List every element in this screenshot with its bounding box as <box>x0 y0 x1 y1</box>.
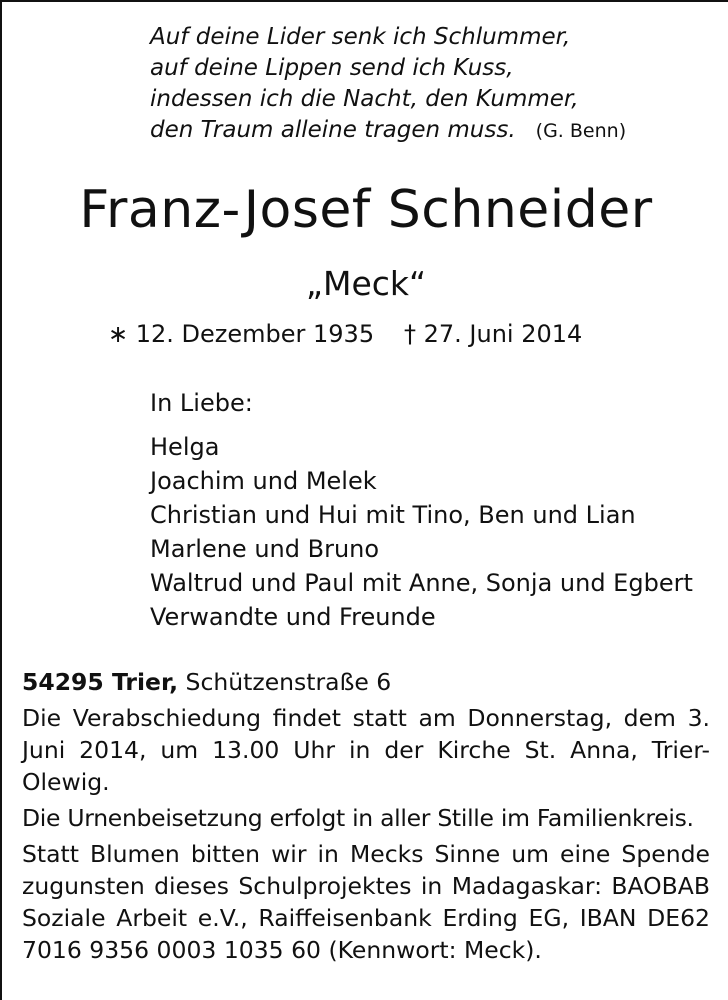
address-street: Schützenstraße 6 <box>185 668 392 696</box>
poem-line: indessen ich die Nacht, den Kummer, <box>150 86 579 112</box>
address-city: 54295 Trier, <box>22 668 179 696</box>
poem-line: auf deine Lippen send ich Kuss, <box>150 55 514 81</box>
poem-line: Auf deine Lider senk ich Schlummer, <box>150 24 571 50</box>
notice-block <box>22 666 710 970</box>
farewell-text: Die Verabschiedung findet statt am Donnerstag, dem 3. Juni 2014, um 13.00 Uhr in der Kirche St. Anna, Trier-Olewig. <box>22 704 710 796</box>
family-list <box>150 386 693 634</box>
birth-date: ∗ 12. Dezember 1935 <box>108 320 375 348</box>
family-member: Marlene und Bruno <box>150 535 380 563</box>
family-member: Christian und Hui mit Tino, Ben und Lian <box>150 501 636 529</box>
deceased-nickname: „Meck“ <box>305 264 427 303</box>
address <box>22 666 710 698</box>
poem <box>150 22 626 147</box>
family-member: Waltrud und Paul mit Anne, Sonja und Egbert <box>150 569 693 597</box>
family-member: Joachim und Melek <box>150 467 377 495</box>
poem-author: (G. Benn) <box>535 120 627 142</box>
death-date: † 27. Juni 2014 <box>404 320 583 348</box>
donation-text: Statt Blumen bitten wir in Mecks Sinne um eine Spende zugunsten dieses Schulprojektes in Madagaskar: BAOBAB Soziale Arbeit e.V., Raiffeisenbank Erding EG, IBAN DE62 7016 9356 0003 1035 60 (Kennwort: Meck). <box>22 840 710 964</box>
family-heading: In Liebe: <box>150 389 253 417</box>
family-member: Verwandte und Freunde <box>150 603 436 631</box>
burial-text: Die Urnenbeisetzung erfolgt in aller Stille im Familienkreis. <box>22 804 694 832</box>
poem-line-last <box>150 115 626 147</box>
poem-line-text: den Traum alleine tragen muss. <box>150 117 516 143</box>
family-member: Helga <box>150 433 220 461</box>
deceased-name: Franz-Josef Schneider <box>79 180 653 240</box>
